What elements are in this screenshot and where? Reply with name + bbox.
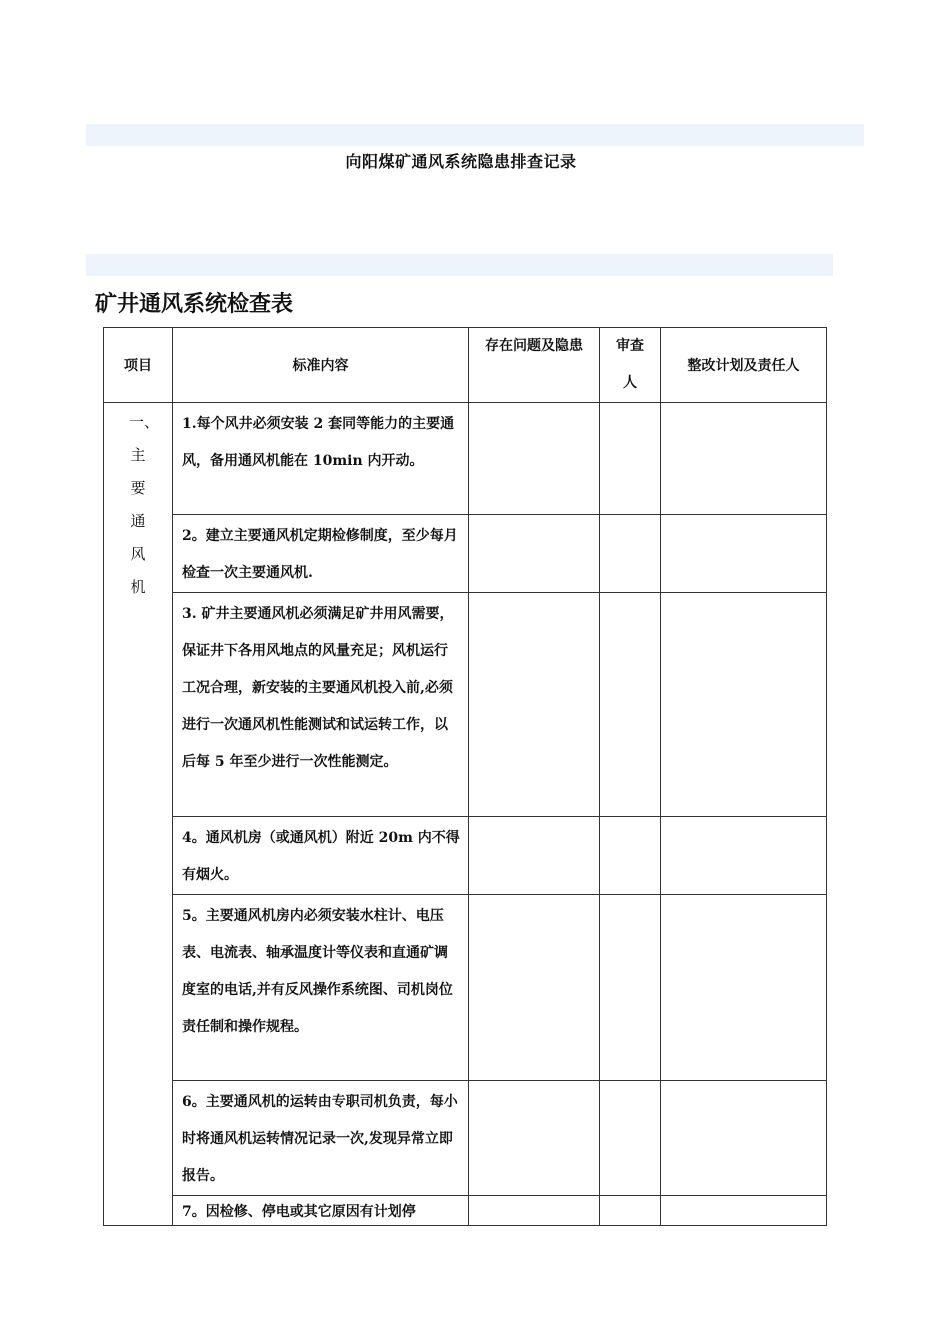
reviewer-cell[interactable] [600, 1081, 661, 1196]
reviewer-cell[interactable] [600, 817, 661, 895]
plan-cell[interactable] [661, 515, 827, 593]
plan-cell[interactable] [661, 593, 827, 817]
header-item: 项目 [104, 328, 173, 403]
standard-content: 4。通风机房（或通风机）附近 20m 内不得有烟火。 [173, 817, 469, 895]
header-standard: 标准内容 [173, 328, 469, 403]
plan-cell[interactable] [661, 1196, 827, 1226]
page-title: 向阳煤矿通风系统隐患排查记录 [345, 152, 577, 171]
reviewer-cell[interactable] [600, 403, 661, 515]
standard-content: 6。主要通风机的运转由专职司机负责，每小时将通风机运转情况记录一次,发现异常立即报告。 [173, 1081, 469, 1196]
problems-cell[interactable] [469, 1081, 600, 1196]
header-reviewer: 审查人 [600, 328, 661, 403]
table-title: 矿井通风系统检查表 [95, 292, 294, 317]
plan-cell[interactable] [661, 817, 827, 895]
reviewer-cell[interactable] [600, 593, 661, 817]
plan-cell[interactable] [661, 895, 827, 1081]
problems-cell[interactable] [469, 817, 600, 895]
table-row [104, 1081, 827, 1196]
inspection-table [103, 327, 827, 1226]
standard-content: 2。建立主要通风机定期检修制度，至少每月检查一次主要通风机. [173, 515, 469, 593]
problems-cell[interactable] [469, 403, 600, 515]
table-header-row [104, 328, 827, 403]
header-problems: 存在问题及隐患 [469, 328, 600, 403]
table-row [104, 817, 827, 895]
plan-cell[interactable] [661, 1081, 827, 1196]
table-row [104, 403, 827, 515]
section-band [86, 254, 833, 276]
category-cell [104, 403, 173, 1226]
reviewer-cell[interactable] [600, 515, 661, 593]
category-label: 一、主要通风机 [129, 413, 160, 596]
header-plan: 整改计划及责任人 [661, 328, 827, 403]
plan-cell[interactable] [661, 403, 827, 515]
problems-cell[interactable] [469, 895, 600, 1081]
problems-cell[interactable] [469, 1196, 600, 1226]
reviewer-cell[interactable] [600, 895, 661, 1081]
problems-cell[interactable] [469, 593, 600, 817]
problems-cell[interactable] [469, 515, 600, 593]
header-band [86, 124, 864, 146]
standard-content: 5。主要通风机房内必须安装水柱计、电压表、电流表、轴承温度计等仪表和直通矿调度室的电话,并有反风操作系统图、司机岗位责任制和操作规程。 [173, 895, 469, 1081]
table-row [104, 515, 827, 593]
standard-content: 3. 矿井主要通风机必须满足矿井用风需要，保证井下各用风地点的风量充足；风机运行工况合理，新安装的主要通风机投入前,必须进行一次通风机性能测试和试运转工作，以后每 5 年至少进行一次性能测定。 [173, 593, 469, 817]
table-row [104, 593, 827, 817]
table-row [104, 1196, 827, 1226]
standard-content: 7。因检修、停电或其它原因有计划停 [173, 1196, 469, 1226]
table-row [104, 895, 827, 1081]
reviewer-cell[interactable] [600, 1196, 661, 1226]
standard-content: 1.每个风井必须安装 2 套同等能力的主要通风，备用通风机能在 10min 内开动。 [173, 403, 469, 515]
